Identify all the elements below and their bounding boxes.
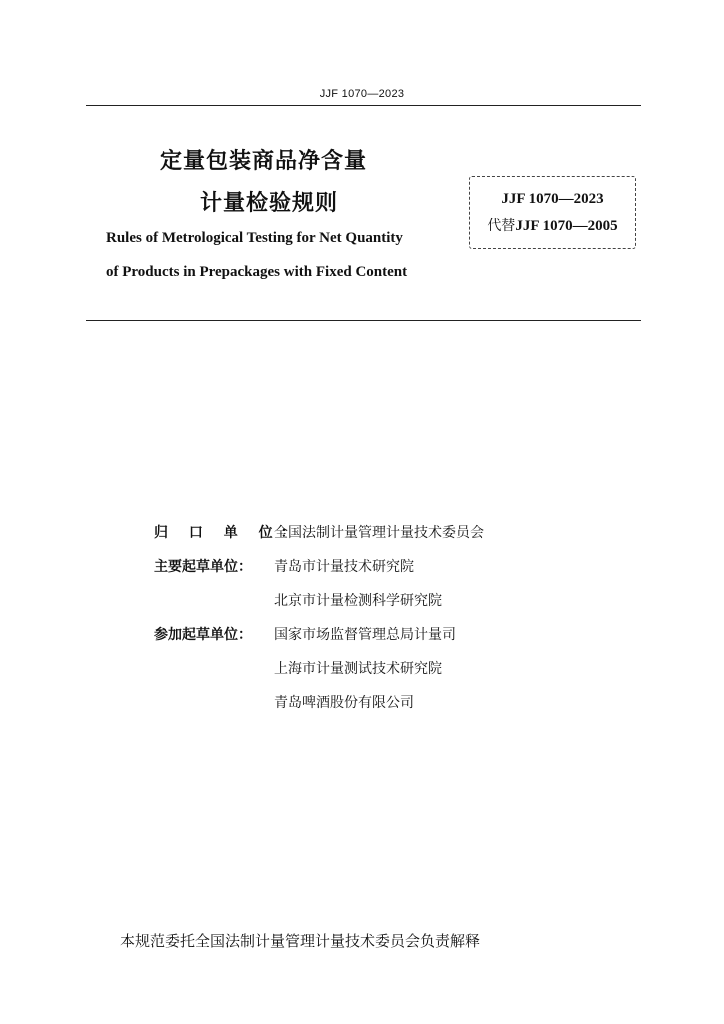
title-english-line-2: of Products in Prepackages with Fixed Content — [106, 264, 408, 280]
title-chinese-line-1: 定量包装商品净含量 — [160, 149, 368, 174]
interpretation-note: 本规范委托全国法制计量管理计量技术委员会负责解释 — [120, 932, 481, 950]
unit-value-main-drafting-1: 青岛市计量技术研究院 — [274, 559, 414, 575]
drafting-units — [154, 516, 484, 720]
title-chinese-line-2: 计量检验规则 — [200, 191, 339, 216]
unit-value-participating-3: 青岛啤酒股份有限公司 — [274, 695, 414, 711]
replaced-standard-code: JJF 1070—2005 — [515, 218, 618, 234]
unit-row-main-drafting-cont — [154, 584, 484, 618]
unit-label-main-drafting: 主要起草单位： — [154, 559, 252, 575]
header-divider — [86, 105, 641, 106]
unit-label-spacer — [154, 686, 274, 720]
standard-code-box — [469, 176, 636, 249]
title-english-line-1: Rules of Metrological Testing for Net Quantity — [106, 230, 403, 246]
unit-label-spacer — [154, 652, 274, 686]
header-standard-code: JJF 1070—2023 — [319, 88, 405, 100]
unit-row-responsible — [154, 516, 484, 550]
standard-code: JJF 1070—2023 — [501, 191, 604, 207]
title-divider — [86, 320, 641, 321]
unit-value-participating-1: 国家市场监督管理总局计量司 — [274, 627, 456, 643]
unit-row-main-drafting — [154, 550, 484, 584]
unit-value-responsible: 全国法制计量管理计量技术委员会 — [274, 525, 484, 541]
unit-row-participating — [154, 618, 484, 652]
unit-row-participating-cont-1 — [154, 652, 484, 686]
unit-label-spacer — [154, 584, 274, 618]
unit-value-participating-2: 上海市计量测试技术研究院 — [274, 661, 442, 677]
replaces-label: 代替 — [487, 218, 516, 234]
unit-label-responsible: 归 口 单 位： — [154, 525, 303, 541]
unit-value-main-drafting-2: 北京市计量检测科学研究院 — [274, 593, 442, 609]
replaces-line — [470, 215, 635, 235]
unit-label-participating: 参加起草单位： — [154, 627, 252, 643]
unit-row-participating-cont-2 — [154, 686, 484, 720]
